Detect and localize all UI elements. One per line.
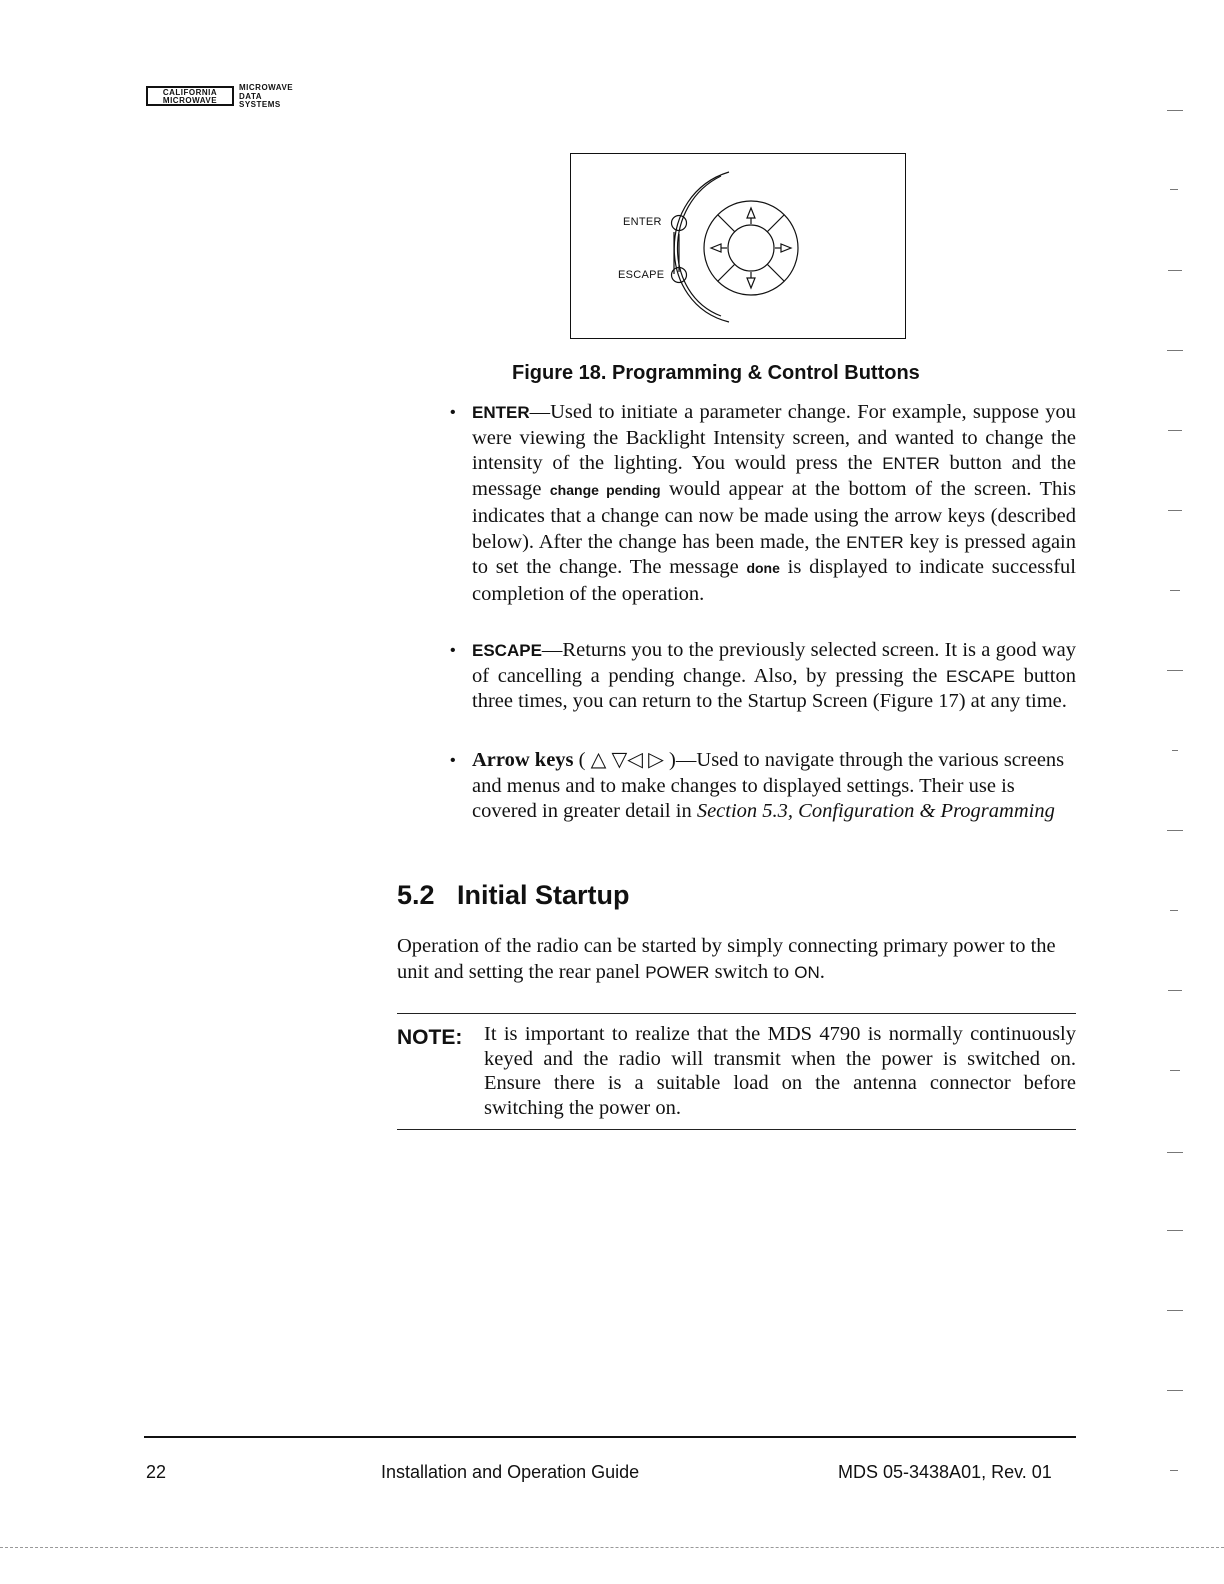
margin-tick bbox=[1168, 510, 1182, 511]
bullet-enter bbox=[450, 400, 1076, 608]
bullet-term: ESCAPE bbox=[472, 641, 542, 660]
bullet-text: —Returns you to the previously selected screen. It is a good way of cancelling a pending change. Also, by pressing the bbox=[472, 639, 1076, 687]
company-logo bbox=[146, 84, 316, 114]
keypad-divider-ne bbox=[767, 215, 784, 232]
margin-tick bbox=[1168, 990, 1182, 991]
margin-tick bbox=[1170, 1470, 1178, 1471]
bullet-text: —Used to navigate through the various screens and menus and to make changes to displayed settings. Their use is covered in greater detail in bbox=[472, 749, 1065, 823]
page-number: 22 bbox=[146, 1462, 167, 1482]
margin-tick bbox=[1172, 750, 1178, 751]
margin-tick bbox=[1167, 1310, 1183, 1311]
figure-label-escape: ESCAPE bbox=[618, 269, 665, 281]
bullet-text: —Used to initiate a parameter change. For example, suppose you were viewing the Backlight Intensity screen, and wanted to change the intensity of the lighting. You would press the bbox=[472, 401, 1076, 475]
section-title: Initial Startup bbox=[457, 880, 630, 910]
bullet-arrow-keys bbox=[450, 748, 1076, 825]
margin-tick bbox=[1168, 270, 1182, 271]
footer-rule bbox=[144, 1436, 1076, 1438]
margin-tick bbox=[1167, 1152, 1183, 1153]
enter-button-shape bbox=[672, 216, 687, 231]
paragraph-text: Operation of the radio can be started by simply connecting primary power to the unit and setting the rear panel bbox=[397, 935, 1056, 983]
note-label: NOTE: bbox=[397, 1026, 463, 1049]
keypad-divider-nw bbox=[718, 215, 735, 232]
arrow-left-key bbox=[711, 244, 721, 252]
section-number: 5.2 bbox=[397, 880, 435, 910]
section-reference: Section 5.3, Configuration & Programming bbox=[696, 800, 1055, 823]
margin-tick bbox=[1167, 1230, 1183, 1231]
keypad-divider-sw bbox=[718, 264, 735, 281]
note-top-rule bbox=[397, 1013, 1076, 1014]
arrow-down-key bbox=[747, 278, 755, 288]
inline-keyword: ON bbox=[794, 962, 820, 982]
bullet-dot: • bbox=[450, 642, 456, 659]
section-heading bbox=[397, 880, 630, 911]
inline-keyword: ESCAPE bbox=[945, 666, 1015, 686]
footer-guide-title: Installation and Operation Guide bbox=[381, 1462, 640, 1482]
figure-caption: Figure 18. Programming & Control Buttons bbox=[512, 362, 920, 384]
margin-tick bbox=[1168, 430, 1182, 431]
logo-words bbox=[239, 84, 293, 110]
figure-label-enter: ENTER bbox=[623, 216, 662, 228]
inline-message: change pending bbox=[549, 482, 661, 499]
section-paragraph bbox=[397, 934, 1077, 985]
logo-box bbox=[146, 86, 234, 106]
bullet-text: button and the message bbox=[472, 452, 1076, 501]
bullet-text: key is pressed again to set the change. The message bbox=[472, 530, 1076, 579]
margin-tick bbox=[1170, 1070, 1180, 1071]
logo-box-line2: MICROWAVE bbox=[162, 96, 218, 105]
margin-tick bbox=[1170, 910, 1178, 911]
bullet-text: button three times, you can return to the Startup Screen (Figure 17) at any time. bbox=[472, 664, 1076, 713]
arrow-symbols: ( △ ▽◁ ▷ ) bbox=[573, 749, 676, 771]
margin-tick bbox=[1167, 1390, 1183, 1391]
logo-box-line1: CALIFORNIA bbox=[162, 88, 218, 97]
logo-word-1: MICROWAVE bbox=[239, 83, 294, 92]
inline-message: done bbox=[746, 560, 780, 577]
inline-keyword: ENTER bbox=[846, 532, 904, 552]
paragraph-text: . bbox=[819, 960, 825, 983]
margin-tick bbox=[1167, 670, 1183, 671]
logo-word-3: SYSTEMS bbox=[239, 100, 281, 109]
margin-tick bbox=[1167, 830, 1183, 831]
margin-tick bbox=[1167, 350, 1183, 351]
note-bottom-rule bbox=[397, 1129, 1076, 1130]
bullet-escape bbox=[450, 638, 1076, 715]
paragraph-text: switch to bbox=[709, 960, 795, 983]
inline-keyword: ENTER bbox=[882, 454, 940, 474]
bullet-dot: • bbox=[450, 752, 456, 769]
bullet-text: would appear at the bottom of the screen. This indicates that a change can now be made using the arrow keys (described below). After the change has been made, the bbox=[472, 478, 1076, 553]
margin-tick bbox=[1170, 590, 1180, 591]
figure-18-frame bbox=[570, 153, 906, 339]
margin-tick bbox=[1167, 110, 1183, 111]
logo-word-2: DATA bbox=[239, 91, 263, 101]
scan-bottom-line bbox=[0, 1547, 1224, 1548]
control-buttons-diagram bbox=[571, 154, 907, 340]
arrow-right-key bbox=[781, 244, 791, 252]
bullet-text: is displayed to indicate successful completion of the operation. bbox=[472, 556, 1076, 605]
bullet-dot: • bbox=[450, 404, 456, 421]
bullet-term: ENTER bbox=[472, 403, 530, 422]
margin-tick bbox=[1170, 189, 1178, 190]
footer-doc-number: MDS 05-3438A01, Rev. 01 bbox=[838, 1462, 1052, 1482]
keypad-divider-se bbox=[767, 264, 784, 281]
arrow-up-key bbox=[747, 208, 755, 218]
note-text: It is important to realize that the MDS 4790 is normally continuously keyed and the radio will transmit when the power is switched on. Ensure there is a suitable load on the antenna connector before switching the power on. bbox=[484, 1023, 1076, 1119]
inline-keyword: POWER bbox=[645, 962, 710, 982]
bullet-term: Arrow keys bbox=[472, 749, 574, 771]
